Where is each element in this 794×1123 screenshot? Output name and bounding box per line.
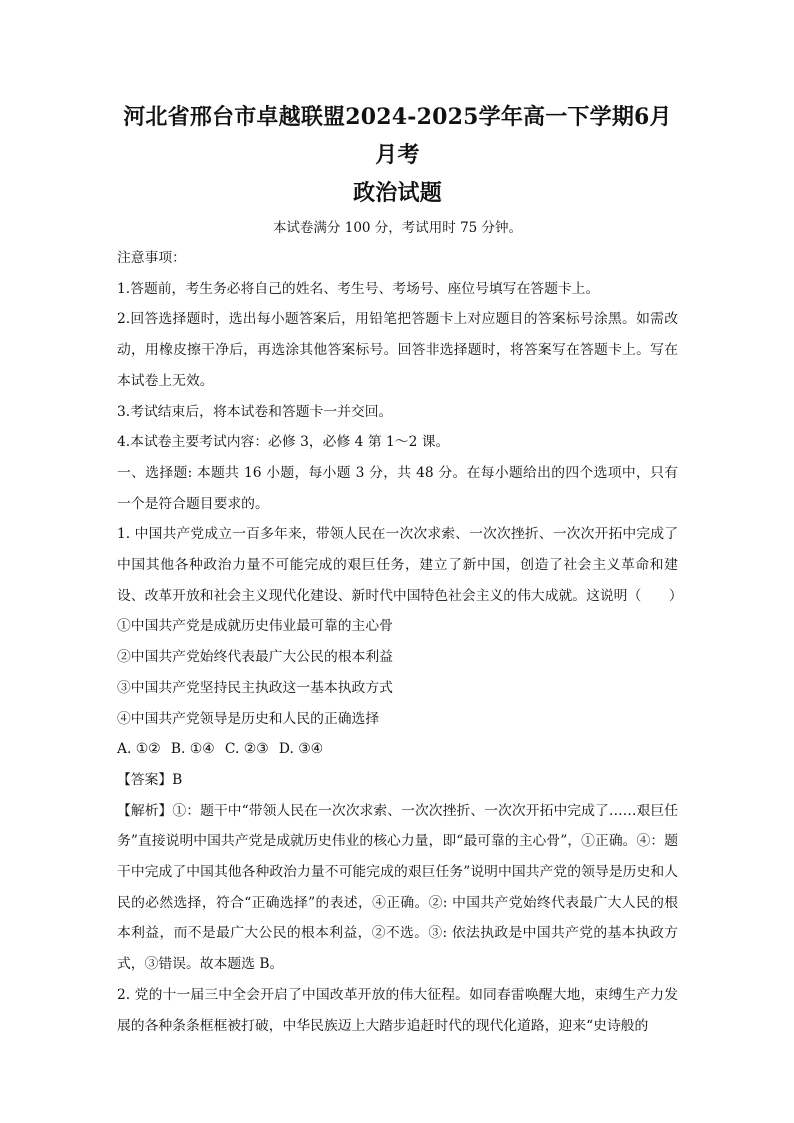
q1-analysis: 【解析】①：题干中“带领人民在一次次求索、一次次挫折、一次次开拓中完成了……艰巨任务”直接说明中国共产党是成就历史伟业的核心力量，即“最可靠的主心骨”，①正确。④：题干中完成了中国其他各种政治力量不可能完成的艰巨任务”说明中国共产党的领导是历史和人民的必然选择，符合“正确选择”的表述，④正确。②: 中国共产党始终代表最广大人民的根本利益，而不是最广大公民的根本利益，②不选。③: 依法执政是中国共产党的基本执政方式，③错误。故本题选 B。: [117, 802, 678, 973]
q1-choice-a: A. ①②: [117, 741, 161, 758]
exam-subtitle: 本试卷满分 100 分，考试用时 75 分钟。: [272, 220, 523, 236]
q1-answer: 【答案】B: [117, 771, 183, 788]
exam-title-line1: 河北省邢台市卓越联盟2024-2025学年高一下学期6月月考: [123, 104, 672, 168]
notice-item-2: 2.回答选择题时，选出每小题答案后，用铅笔把答题卡上对应题目的答案标号涂黑。如需改动，用橡皮擦干净后，再选涂其他答案标号。回答非选择题时，将答案写在答题卡上。写在本试卷上无效。: [117, 311, 678, 389]
q1-statement-3: ③中国共产党坚持民主执政这一基本执政方式: [117, 679, 393, 696]
notice-item-1: 1.答题前，考生务必将自己的姓名、考生号、考场号、座位号填写在答题卡上。: [117, 280, 600, 297]
q1-statement-2: ②中国共产党始终代表最广大公民的根本利益: [117, 649, 393, 666]
exam-title-line2: 政治试题: [353, 180, 442, 206]
q1-choice-b: B. ①④: [170, 741, 215, 758]
notice-item-3: 3.考试结束后，将本试卷和答题卡一并交回。: [117, 403, 393, 420]
notice-heading: 注意事项：: [117, 250, 186, 266]
notice-item-4: 4.本试卷主要考试内容：必修 3，必修 4 第 1～2 课。: [117, 434, 450, 451]
q1-statement-4: ④中国共产党领导是历史和人民的正确选择: [117, 710, 380, 727]
q2-stem: 2. 党的十一届三中全会开启了中国改革开放的伟大征程。如同春雷唤醒大地，束缚生产力发展的各种条条框框被打破，中华民族迈上大踏步追赶时代的现代化道路，迎来“史诗般的: [117, 986, 678, 1034]
q1-choice-c: C. ②③: [224, 741, 269, 758]
q1-choices: [117, 734, 678, 765]
q1-statement-1: ①中国共产党是成就历史伟业最可靠的主心骨: [117, 618, 393, 635]
q1-choice-d: D. ③④: [278, 741, 323, 758]
section1-heading: 一、选择题: 本题共 16 小题，每小题 3 分，共 48 分。在每小题给出的四个选项中，只有一个是符合题目要求的。: [117, 464, 678, 512]
q1-stem: 1. 中国共产党成立一百多年来，带领人民在一次次求索、一次次挫折、一次次开拓中完成了中国其他各种政治力量不可能完成的艰巨任务，建立了新中国，创造了社会主义革命和建设、改革开放和社会主义现代化建设、新时代中国特色社会主义的伟大成就。这说明（ ）: [117, 526, 683, 604]
